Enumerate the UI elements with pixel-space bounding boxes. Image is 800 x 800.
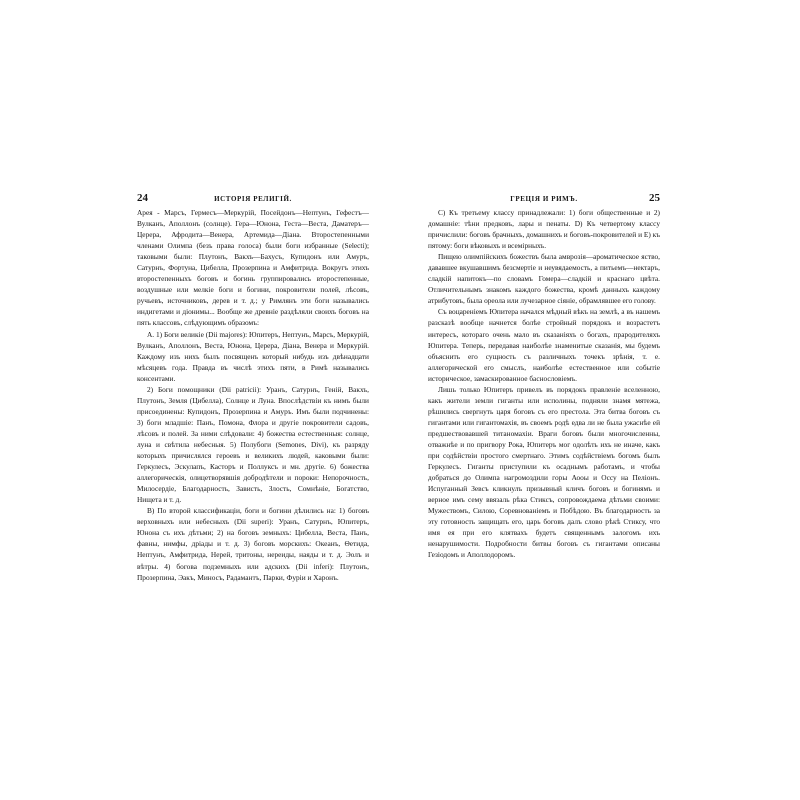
- right-page-text: [428, 207, 660, 561]
- right-paragraph: Съ воцареніемъ Юпитера начался мѣдный вѣкъ на землѣ, а въ нашемъ разсказѣ вообще начнется болѣе стройный порядокъ и возрастетъ интересъ, котораго очень мало въ сказаніяхъ о богахъ, прародителяхъ Юпитера. Теперь, передавая наиболѣе знаменитые сказанія, мы будемъ объяснить его сущность съ различныхъ точекъ зрѣнія, т. е. аллегорической его смыслъ, наиболѣе естественное или событіе историческое, замаскированное баснословіемъ.: [428, 307, 660, 383]
- left-page-text: [137, 207, 369, 583]
- left-running-title: ИСТОРІЯ РЕЛИГІЙ.: [214, 195, 292, 203]
- left-paragraph: Арея - Марсъ, Гермесъ—Меркурій, Посейдонъ—Нептунъ, Гефестъ—Вулканъ, Аполлонъ (солнце). Гера—Юнона, Геста—Веста, Даматеръ—Церера, Афродита—Венера, Артемида—Діана. Второстепенными членами Олимпа (безъ права голоса) были боги избранные (Selecti); таковыми были: Плутонъ, Вакхъ—Бахусъ, Купидонъ или Амуръ, Сатурнъ, Фортуна, Цибелла, Прозерпина и Амфитрида. Вокругъ этихъ второстепенныхъ боговъ и богинь группировались второстепенные, воздушные или мелкіе боги и богини, покровители полей, лѣсовъ, ручьевъ, источниковъ, дерев и т. д.; у Римлянъ эти боги назывались индигетами и діонимы... Вообще же древніе раздѣляли своихъ боговъ на пять классовъ, слѣдующимъ образомъ:: [137, 208, 369, 328]
- left-page: [137, 192, 369, 583]
- right-paragraph: С) Къ третьему классу принадлежали: 1) боги общественные и 2) домашніе: тѣни предковъ, лары и пенаты. D) Къ четвертому классу причислили: боговъ брачныхъ, домашнихъ и боговъ-покровителей и Е) къ пятому: боги вѣковыхъ и всемірныхъ.: [428, 208, 660, 251]
- left-paragraph: 2) Боги помощники (Dii patricii): Уранъ, Сатурнъ, Геній, Вакхъ, Плутонъ, Земля (Цибелла), Солнце и Луна. Впослѣдствіи къ нимъ были присоединены: Купидонъ, Прозерпина и Амуръ. Имъ были подчинены: 3) боги младшіе: Панъ, Помона, Флора и другіе покровители садовъ, лѣсовъ и полей. За ними слѣдовали: 4) божества естественныя: солнце, луна и свѣтила небесныя. 5) Полубоги (Semones, Divi), къ разряду которыхъ причислялся героевъ и великихъ людей, каковыми были: Геркулесъ, Эскулапъ, Касторъ и Поллуксъ и мн. другіе. 6) божества аллегорическія, олицетворявшія добродѣтели и пороки: Непорочность, Милосердіе, Благодарность, Зависть, Злость, Сомнѣніе, Богатство, Нищета и т. д.: [137, 384, 369, 505]
- left-page-header: [137, 192, 369, 204]
- left-page-number: 24: [137, 192, 148, 204]
- left-paragraph: А. 1) Боги великіе (Dii majores): Юпитеръ, Нептунъ, Марсъ, Меркурій, Вулканъ, Аполлонъ, Веста, Юнона, Церера, Діана, Венера и Меркурій. Каждому изъ нихъ былъ посвященъ который нибудь изъ двѣнадцати мѣсяцевъ года. Правда въ числѣ этихъ пяти, в Римѣ назывались консентами.: [137, 329, 369, 383]
- right-page-header: [428, 192, 660, 204]
- left-paragraph: В) По второй классификаціи, боги и богини дѣлились на: 1) боговъ верховныхъ или небесныхъ (Dii superi): Уранъ, Сатурнъ, Юпитеръ, Юнона съ ихъ дѣтьми; 2) на боговъ земныхъ: Цибелла, Веста, Панъ, фавны, нимфы, дріады и т. д. 3) боговъ морскихъ: Океанъ, Ѳетида, Нептунъ, Амфитрида, Нерей, тритоны, нереиды, наяды и т. д. Эолъ и вѣтры. 4) богова подземныхъ или адскихъ (Dii inferi): Плутонъ, Прозерпина, Эакъ, Миносъ, Радамантъ, Парки, Фуріи и Харонъ.: [137, 506, 369, 582]
- right-page: [428, 192, 660, 561]
- right-paragraph: Пищею олимпійскихъ божествъ была амврозія—ароматическое яство, дававшее вкушавшимъ безсмертіе и неувядаемость, а питьемъ—нектаръ, сладкій напитокъ—по словамъ Гомера—сладкій и краснаго цвѣта. Отличительнымъ знакомъ каждого божества, кромѣ данныхъ каждому атрибутовъ, была ореола или лучезарное сіяніе, обрамлявшее его голову.: [428, 252, 660, 306]
- right-paragraph: Лишь только Юпитеръ привелъ въ порядокъ правленіе вселенною, какъ жители земли гиганты или исполины, подняли знамя мятежа, рѣшились свергнуть царя боговъ съ его престола. Эта битва боговъ съ гигантами или гигантомахія, въ своемъ родѣ едва ли не была ужаснѣе ей предшествовавшей титаномахіи. Враги боговъ были многочисленны, отважнѣе и по пригвору Рока, Юпитеръ мог одолѣть ихъ не иначе, какъ при содѣйствіи простого смертнаго. Этимъ содѣйствіемъ богомъ былъ Геркулесъ. Гиганты приступили къ осаднымъ работамъ, и чтобы добраться до Олимпа нагромоздили горы Аооы и Оссу на Пеліонъ. Испуганный Зевсъ кликнулъ призывный кличъ боговъ и богинямъ и верное имъ сему ввязаль рѣка Стиксъ, сопровождаема дѣтьми своими: Мужествомъ, Силою, Соревнованіемъ и Побѣдою. Въ благодарность за эту готовность защищать его, царь боговъ далъ слово рѣкѣ Стиксу, что имя ея при его клятвахъ будетъ священнымъ залогомъ ихъ ненарушимости. Подробности битвы боговъ съ гигантами описаны Гезіодомъ и Аполлодоромъ.: [428, 384, 660, 560]
- right-page-number: 25: [649, 192, 660, 204]
- right-running-title: ГРЕЦІЯ И РИМЪ.: [510, 195, 578, 203]
